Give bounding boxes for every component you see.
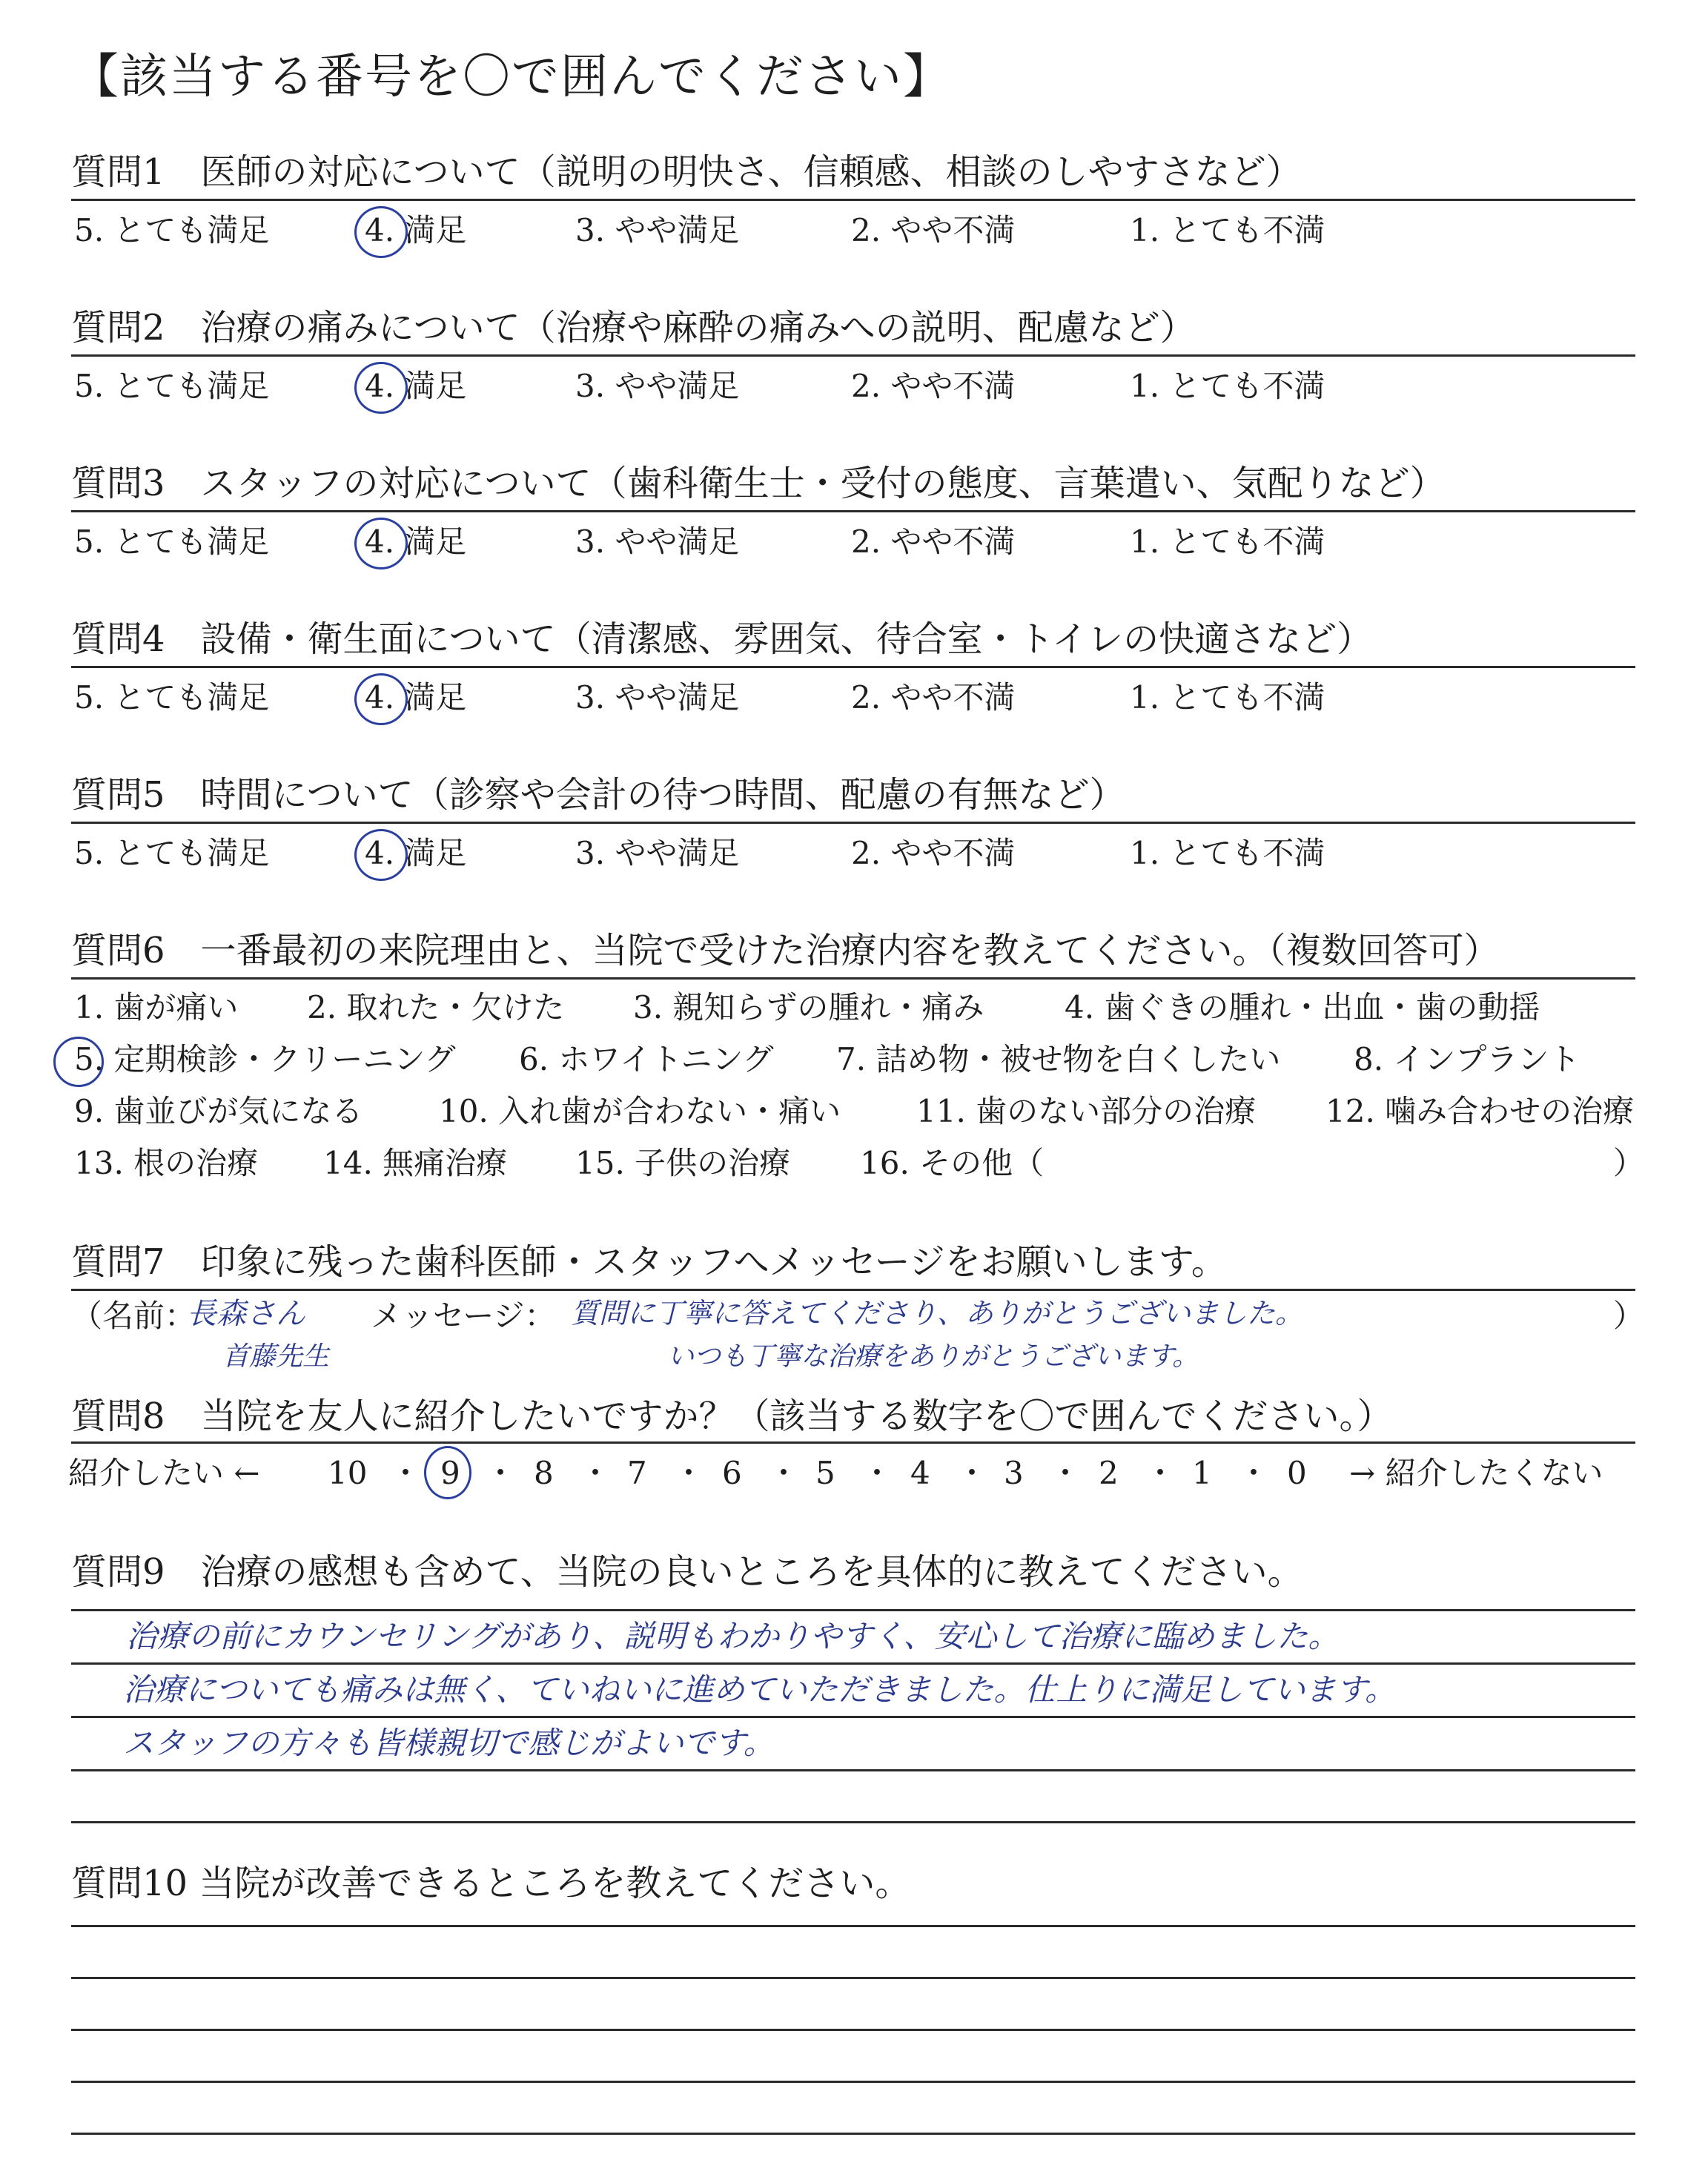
- q4-option-5[interactable]: 5. とても満足: [74, 679, 270, 716]
- divider: [71, 822, 1635, 824]
- scale-4[interactable]: 4: [910, 1455, 930, 1491]
- scale-separator: ・: [1050, 1455, 1082, 1491]
- answer-line: [71, 1821, 1635, 1823]
- question-8-title: 質問8 当院を友人に紹介したいですか？（該当する数字を〇で囲んでください。）: [71, 1396, 1393, 1437]
- q6-option-15[interactable]: 15. 子供の治療: [575, 1145, 791, 1181]
- other-close-paren: ）: [1613, 1145, 1645, 1181]
- handwritten-message: いつも丁寧な治療をありがとうございます。: [667, 1341, 1199, 1372]
- q6-option-3[interactable]: 3. 親知らずの腫れ・痛み: [633, 989, 984, 1025]
- scale-8[interactable]: 8: [534, 1455, 554, 1491]
- q6-option-14[interactable]: 14. 無痛治療: [323, 1145, 508, 1181]
- divider: [71, 354, 1635, 357]
- divider: [71, 199, 1635, 201]
- question-10-title: 質問10 当院が改善できるところを教えてください。: [71, 1863, 911, 1904]
- q4-option-1[interactable]: 1. とても不満: [1130, 679, 1325, 716]
- answer-line: [71, 1662, 1635, 1665]
- answer-line: [71, 2029, 1635, 2031]
- q1-option-3[interactable]: 3. やや満足: [575, 212, 740, 248]
- answer-line: [71, 2133, 1635, 2135]
- scale-separator: ・: [485, 1455, 517, 1491]
- question-4-title: 質問4 設備・衛生面について（清潔感、雰囲気、待合室・トイレの快適さなど）: [71, 618, 1373, 660]
- q1-option-1[interactable]: 1. とても不満: [1130, 212, 1325, 248]
- scale-0[interactable]: 0: [1287, 1455, 1307, 1491]
- q6-option-4[interactable]: 4. 歯ぐきの腫れ・出血・歯の動揺: [1065, 989, 1540, 1025]
- name-label: （名前：: [71, 1298, 196, 1334]
- scale-separator: ・: [956, 1455, 988, 1491]
- scale-separator: ・: [1145, 1455, 1176, 1491]
- q6-option-13[interactable]: 13. 根の治療: [74, 1145, 259, 1181]
- handwritten-message: 質問に丁寧に答えてくださり、ありがとうございました。: [571, 1297, 1304, 1330]
- divider: [71, 977, 1635, 980]
- question-5-title: 質問5 時間について（診察や会計の待つ時間、配慮の有無など）: [71, 774, 1125, 816]
- q6-option-16[interactable]: 16. その他（: [860, 1145, 1045, 1181]
- q6-option-10[interactable]: 10. 入れ歯が合わない・痛い: [439, 1093, 841, 1129]
- selection-circle: [354, 829, 408, 881]
- divider: [71, 666, 1635, 668]
- q2-option-5[interactable]: 5. とても満足: [74, 368, 270, 404]
- q3-option-4[interactable]: 4. 満足: [365, 524, 467, 560]
- q6-option-1[interactable]: 1. 歯が痛い: [74, 989, 239, 1025]
- answer-line: [71, 1977, 1635, 1979]
- q3-option-2[interactable]: 2. やや不満: [851, 524, 1016, 560]
- q3-option-5[interactable]: 5. とても満足: [74, 524, 270, 560]
- q4-option-3[interactable]: 3. やや満足: [575, 679, 740, 716]
- question-7-title: 質問7 印象に残った歯科医師・スタッフへメッセージをお願いします。: [71, 1241, 1227, 1283]
- selection-circle: [354, 518, 408, 569]
- divider: [71, 510, 1635, 512]
- message-label: メッセージ：: [371, 1298, 556, 1334]
- handwritten-name: 首藤先生: [222, 1341, 330, 1372]
- q2-option-2[interactable]: 2. やや不満: [851, 368, 1016, 404]
- answer-line: [71, 1769, 1635, 1771]
- scale-3[interactable]: 3: [1004, 1455, 1024, 1491]
- scale-separator: ・: [1238, 1455, 1270, 1491]
- scale-7[interactable]: 7: [627, 1455, 647, 1491]
- question-3-title: 質問3 スタッフの対応について（歯科衛生士・受付の態度、言葉遣い、気配りなど）: [71, 463, 1446, 504]
- divider: [71, 1441, 1635, 1444]
- q5-option-5[interactable]: 5. とても満足: [74, 835, 270, 871]
- q6-option-2[interactable]: 2. 取れた・欠けた: [307, 989, 565, 1025]
- q5-option-3[interactable]: 3. やや満足: [575, 835, 740, 871]
- question-2-title: 質問2 治療の痛みについて（治療や麻酔の痛みへの説明、配慮など）: [71, 307, 1196, 349]
- recommend-left-label: 紹介したい ←: [68, 1455, 260, 1491]
- page-title: 【該当する番号を〇で囲んでください】: [71, 50, 952, 105]
- q6-option-7[interactable]: 7. 詰め物・被せ物を白くしたい: [836, 1041, 1281, 1077]
- question-6-title: 質問6 一番最初の来院理由と、当院で受けた治療内容を教えてください。（複数回答可）: [71, 930, 1500, 971]
- divider: [71, 1289, 1635, 1291]
- q6-option-6[interactable]: 6. ホワイトニング: [519, 1041, 774, 1077]
- question-9-title: 質問9 治療の感想も含めて、当院の良いところを具体的に教えてください。: [71, 1551, 1303, 1593]
- q2-option-1[interactable]: 1. とても不満: [1130, 368, 1325, 404]
- answer-line: [71, 1609, 1635, 1611]
- q6-option-8[interactable]: 8. インプラント: [1354, 1041, 1580, 1077]
- q6-option-12[interactable]: 12. 噛み合わせの治療: [1325, 1093, 1635, 1129]
- selection-circle: [354, 206, 408, 258]
- answer-line: [71, 1925, 1635, 1927]
- scale-separator: ・: [861, 1455, 893, 1491]
- q2-option-3[interactable]: 3. やや満足: [575, 368, 740, 404]
- scale-2[interactable]: 2: [1099, 1455, 1119, 1491]
- handwritten-answer: スタッフの方々も皆様親切で感じがよいです。: [123, 1725, 775, 1761]
- handwritten-name: 長森さん: [187, 1297, 305, 1331]
- q1-option-4[interactable]: 4. 満足: [365, 212, 467, 248]
- message-close-paren: ）: [1613, 1298, 1645, 1334]
- q4-option-4[interactable]: 4. 満足: [365, 679, 467, 716]
- q3-option-1[interactable]: 1. とても不満: [1130, 524, 1325, 560]
- q5-option-1[interactable]: 1. とても不満: [1130, 835, 1325, 871]
- q6-option-11[interactable]: 11. 歯のない部分の治療: [916, 1093, 1257, 1129]
- scale-10[interactable]: 10: [328, 1455, 368, 1491]
- scale-separator: ・: [673, 1455, 705, 1491]
- recommend-right-label: → 紹介したくない: [1349, 1455, 1603, 1491]
- selection-circle: [424, 1446, 471, 1499]
- q6-option-5[interactable]: 5. 定期検診・クリーニング: [74, 1041, 456, 1077]
- scale-9[interactable]: 9: [440, 1455, 460, 1491]
- scale-6[interactable]: 6: [722, 1455, 742, 1491]
- q6-option-9[interactable]: 9. 歯並びが気になる: [74, 1093, 363, 1129]
- q2-option-4[interactable]: 4. 満足: [365, 368, 467, 404]
- selection-circle: [354, 362, 408, 414]
- handwritten-answer: 治療についても痛みは無く、ていねいに進めていただきました。仕上りに満足しています。: [123, 1671, 1396, 1708]
- q4-option-2[interactable]: 2. やや不満: [851, 679, 1016, 716]
- scale-separator: ・: [768, 1455, 800, 1491]
- q5-option-4[interactable]: 4. 満足: [365, 835, 467, 871]
- scale-1[interactable]: 1: [1192, 1455, 1212, 1491]
- scale-5[interactable]: 5: [815, 1455, 835, 1491]
- scale-separator: ・: [390, 1455, 422, 1491]
- question-1-title: 質問1 医師の対応について（説明の明快さ、信頼感、相談のしやすさなど）: [71, 151, 1302, 193]
- q1-option-5[interactable]: 5. とても満足: [74, 212, 270, 248]
- selection-circle: [53, 1037, 104, 1087]
- q1-option-2[interactable]: 2. やや不満: [851, 212, 1016, 248]
- q3-option-3[interactable]: 3. やや満足: [575, 524, 740, 560]
- answer-line: [71, 1716, 1635, 1718]
- selection-circle: [354, 673, 408, 725]
- answer-line: [71, 2081, 1635, 2083]
- q5-option-2[interactable]: 2. やや不満: [851, 835, 1016, 871]
- scale-separator: ・: [580, 1455, 612, 1491]
- handwritten-answer: 治療の前にカウンセリングがあり、説明もわかりやすく、安心して治療に臨めました。: [126, 1618, 1340, 1654]
